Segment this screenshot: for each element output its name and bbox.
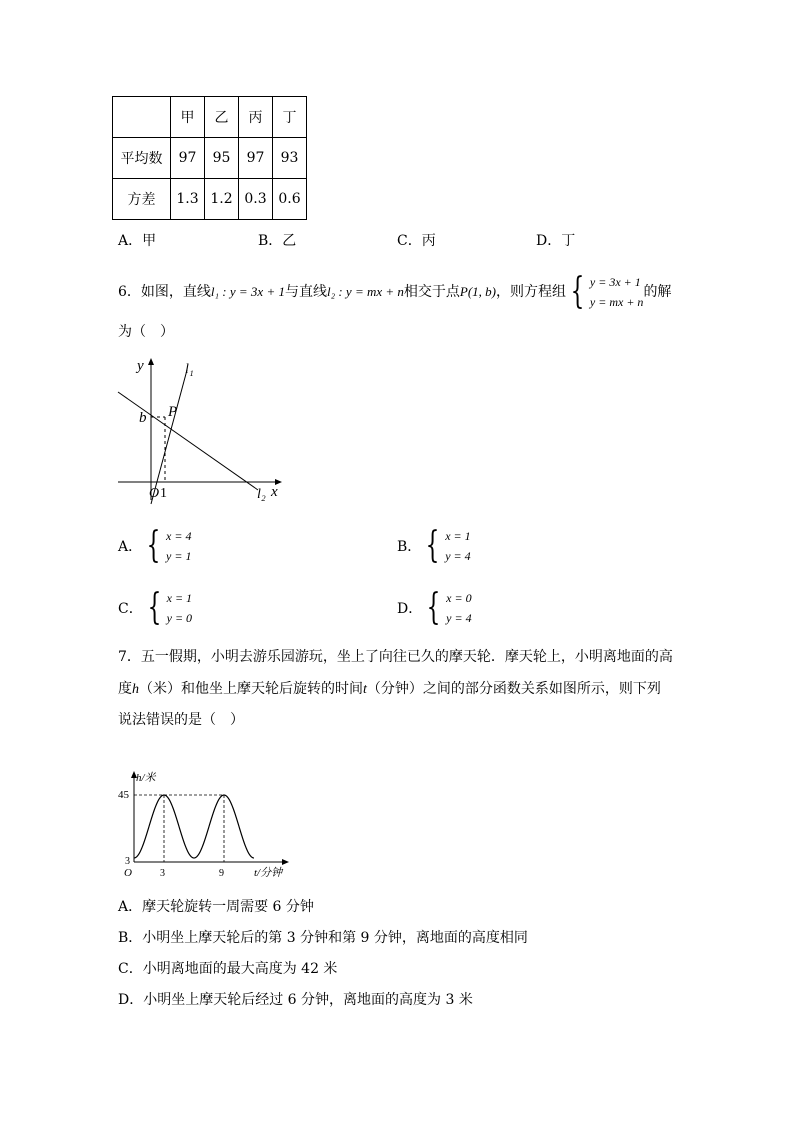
q7-option-d[interactable]: D．小明坐上摩天轮后经过 6 分钟，离地面的高度为 3 米 bbox=[118, 992, 473, 1008]
table-header-row bbox=[113, 97, 307, 138]
q7-text: （米）和他坐上摩天轮后旋转的时间 bbox=[139, 681, 363, 697]
q6-option-b[interactable] bbox=[397, 526, 471, 566]
table-header-cell: 甲 bbox=[171, 97, 205, 138]
q7-text: （分钟）之间的部分函数关系如图所示，则下列 bbox=[366, 681, 661, 697]
q6-option-c[interactable] bbox=[118, 588, 192, 628]
x-axis-label: x bbox=[271, 484, 278, 500]
table-cell: 95 bbox=[205, 138, 239, 179]
option-row: y = 0 bbox=[166, 611, 193, 625]
q7-height-chart bbox=[116, 768, 296, 880]
q5-option-a[interactable]: A．甲 bbox=[118, 233, 157, 249]
y-axis-label: y bbox=[137, 358, 144, 374]
option-row: y = 1 bbox=[166, 549, 192, 563]
table-row-label: 平均数 bbox=[113, 138, 171, 179]
table-row bbox=[113, 179, 307, 220]
q6-text: 相交于点 bbox=[403, 284, 460, 300]
q6-l1-equation: l₁ : y = 3x + 1 bbox=[210, 284, 285, 299]
q7-option-a[interactable]: A．摩天轮旋转一周需要 6 分钟 bbox=[118, 899, 314, 915]
q6-l2-equation: l₂ : y = mx + n bbox=[326, 284, 404, 299]
q6-option-a[interactable] bbox=[118, 526, 191, 566]
option-letter: B． bbox=[397, 539, 422, 555]
option-row: y = 4 bbox=[445, 549, 471, 563]
option-row: y = 4 bbox=[446, 611, 472, 625]
q6-system-row: y = 3x + 1 bbox=[589, 275, 641, 289]
table-cell: 1.3 bbox=[171, 179, 205, 220]
table-header-cell: 丙 bbox=[239, 97, 273, 138]
line-l2 bbox=[118, 392, 258, 490]
y-axis-label: h/米 bbox=[136, 772, 156, 784]
table-row-label: 方差 bbox=[113, 179, 171, 220]
q5-option-c[interactable]: C．丙 bbox=[397, 233, 436, 249]
q6-text: ，则方程组 bbox=[496, 284, 567, 300]
q6-equation-system bbox=[566, 272, 643, 312]
origin-label: O bbox=[124, 867, 132, 879]
q5-option-b[interactable]: B．乙 bbox=[258, 233, 297, 249]
q6-stem-line2: 为（ ） bbox=[118, 324, 174, 340]
table-header-cell: 丁 bbox=[273, 97, 307, 138]
q6-stem bbox=[118, 272, 671, 312]
q6-text: 的解 bbox=[643, 284, 672, 300]
x-tick-label-9: 9 bbox=[219, 868, 224, 879]
y-tick-label-top: 45 bbox=[118, 789, 129, 801]
b-label: b bbox=[139, 410, 147, 426]
variance-table bbox=[112, 96, 307, 220]
p-label: P bbox=[168, 404, 178, 420]
x-tick-label: 1 bbox=[160, 486, 167, 501]
brace-icon: { bbox=[147, 587, 162, 628]
table-cell: 97 bbox=[171, 138, 205, 179]
option-row: x = 1 bbox=[445, 529, 471, 543]
table-corner-cell bbox=[113, 97, 171, 138]
q7-stem-line2 bbox=[118, 675, 661, 704]
q7-var-t: t bbox=[363, 682, 367, 697]
q7-option-b[interactable]: B．小明坐上摩天轮后的第 3 分钟和第 9 分钟，离地面的高度相同 bbox=[118, 930, 528, 946]
height-curve bbox=[134, 795, 254, 858]
origin-label: O bbox=[149, 486, 160, 501]
q7-stem-line3: 说法错误的是（ ） bbox=[118, 712, 244, 728]
l2-label: l₂ bbox=[257, 487, 266, 502]
brace-icon: { bbox=[146, 525, 161, 566]
q6-option-d[interactable] bbox=[397, 588, 472, 628]
brace-icon: { bbox=[425, 525, 440, 566]
table-row bbox=[113, 138, 307, 179]
option-letter: A． bbox=[118, 539, 143, 555]
q7-var-h: h bbox=[132, 682, 139, 697]
table-cell: 93 bbox=[273, 138, 307, 179]
l1-label: l₁ bbox=[185, 362, 194, 377]
table-cell: 97 bbox=[239, 138, 273, 179]
y-tick-label-low: 3 bbox=[125, 856, 130, 867]
option-row: x = 1 bbox=[166, 591, 193, 605]
q7-option-c[interactable]: C．小明离地面的最大高度为 42 米 bbox=[118, 961, 338, 977]
brace-icon: { bbox=[426, 587, 441, 628]
option-letter: D． bbox=[397, 601, 423, 617]
table-cell: 1.2 bbox=[205, 179, 239, 220]
x-tick-label-3: 3 bbox=[160, 868, 165, 879]
q7-stem-line1: 7．五一假期，小明去游乐园游玩，坐上了向往已久的摩天轮．摩天轮上，小明离地面的高 bbox=[118, 649, 673, 665]
q6-text: 与直线 bbox=[284, 284, 327, 300]
table-cell: 0.6 bbox=[273, 179, 307, 220]
q6-point: P(1, b) bbox=[459, 284, 497, 299]
option-row: x = 4 bbox=[166, 529, 192, 543]
y-axis-arrow-icon bbox=[148, 358, 154, 365]
table-cell: 0.3 bbox=[239, 179, 273, 220]
q6-line-graph bbox=[115, 350, 290, 510]
option-row: x = 0 bbox=[446, 591, 472, 605]
q6-system-row: y = mx + n bbox=[589, 295, 644, 309]
q5-option-d[interactable]: D．丁 bbox=[536, 233, 576, 249]
x-axis-arrow-icon bbox=[282, 859, 289, 865]
x-axis-label: t/分钟 bbox=[254, 867, 283, 879]
table-header-cell: 乙 bbox=[205, 97, 239, 138]
q6-number: 6．如图，直线 bbox=[118, 284, 211, 300]
brace-icon: { bbox=[570, 271, 585, 312]
q7-text: 度 bbox=[118, 681, 132, 697]
option-letter: C． bbox=[118, 601, 143, 617]
